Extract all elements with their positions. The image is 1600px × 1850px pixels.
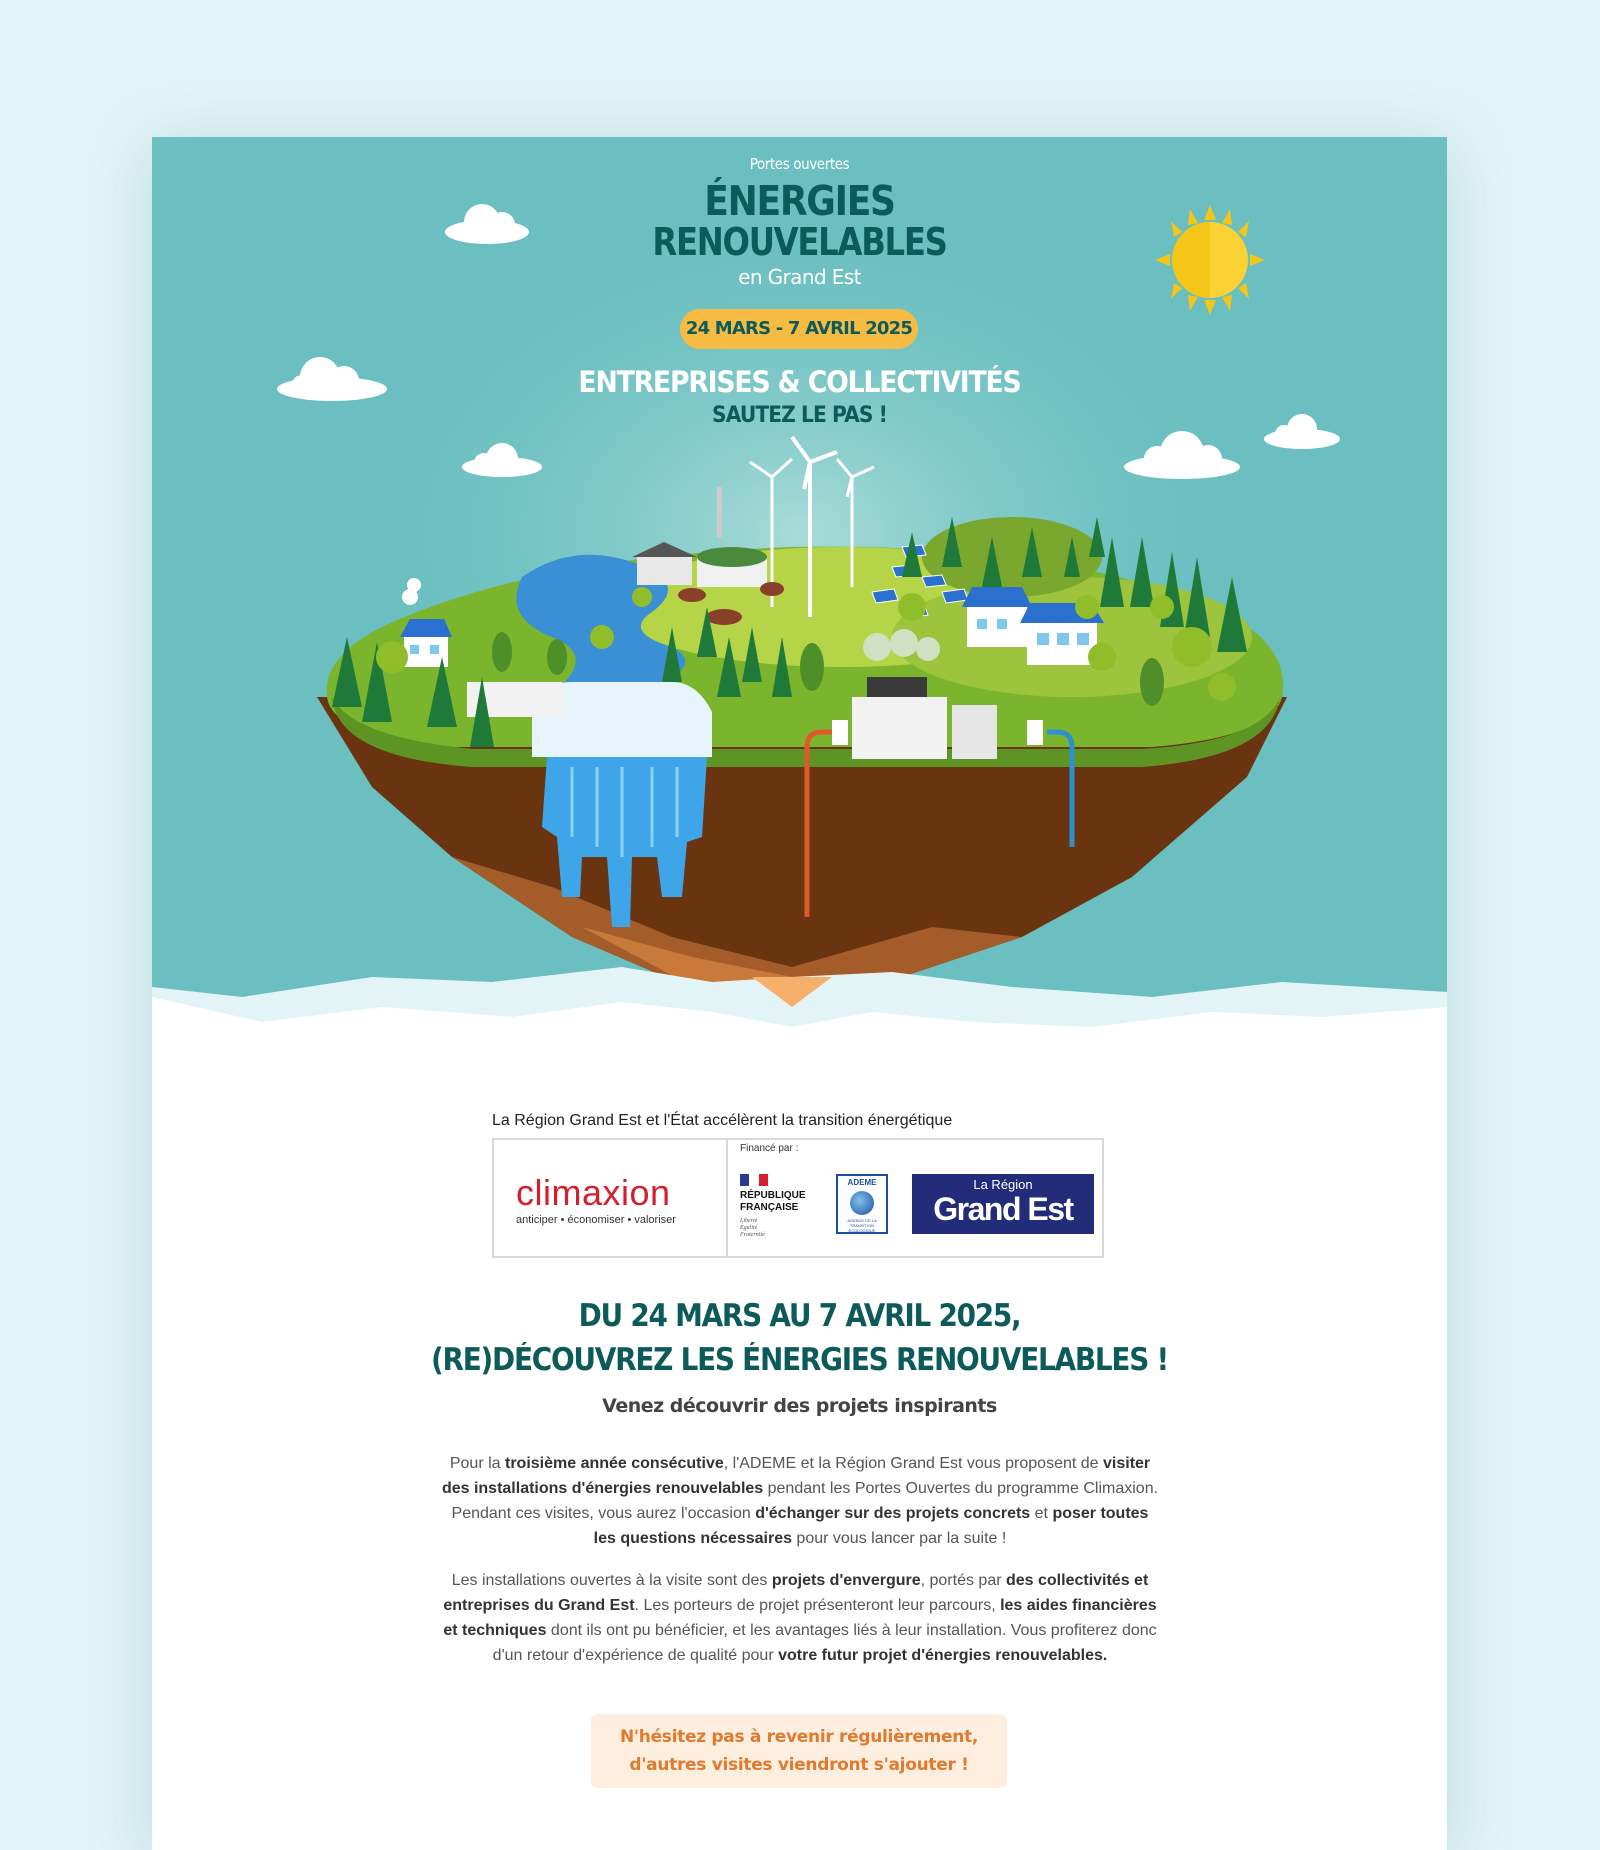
headline-line2: (RE)DÉCOUVREZ LES ÉNERGIES RENOUVELABLES ! <box>431 1342 1168 1378</box>
region-big-label: Grand Est <box>933 1191 1073 1227</box>
ademe-name: ADEME <box>847 1178 877 1187</box>
rf-name: RÉPUBLIQUE FRANÇAISE <box>740 1190 806 1213</box>
hero-title-line1: ÉNERGIES <box>704 177 895 225</box>
date-badge: 24 MARS - 7 AVRIL 2025 <box>680 309 918 349</box>
rf-motto: Liberté Égalité Fraternité <box>740 1218 765 1238</box>
hero-eyebrow: Portes ouvertes <box>749 155 850 173</box>
globe-icon <box>850 1191 874 1215</box>
callout-line1: N'hésitez pas à revenir régulièrement, <box>619 1727 979 1747</box>
headline-line1: DU 24 MARS AU 7 AVRIL 2025, <box>578 1298 1021 1334</box>
region-small-label: La Région <box>973 1177 1033 1192</box>
funded-by-label: Financé par : <box>740 1143 799 1154</box>
main-headline <box>152 1294 1447 1382</box>
hero-region: en Grand Est <box>738 265 861 289</box>
region-grand-est-logo <box>912 1174 1094 1234</box>
paragraph-intro: Pour la troisième année consécutive, l'ADEME et la Région Grand Est vous proposent de visiter des installations d'énergies renouvelables pendant les Portes Ouvertes du programme Climaxion. Pendant ces visites, vous aurez l'occasion d'échanger sur des projets concrets et poser toutes les questions nécessaires pour vous lancer par la suite ! <box>441 1455 1159 1547</box>
hero-tagline: ENTREPRISES & COLLECTIVITÉS <box>578 365 1021 399</box>
republique-francaise-logo <box>740 1174 820 1239</box>
hero-banner <box>152 137 1447 1067</box>
partners-intro: La Région Grand Est et l'État accélèrent la transition énergétique <box>492 1112 953 1129</box>
callout-box <box>591 1714 1007 1788</box>
partner-logos <box>492 1138 1104 1258</box>
ademe-subtitle: AGENCE DE LA TRANSITION ÉCOLOGIQUE <box>847 1218 877 1233</box>
subheading: Venez découvrir des projets inspirants <box>602 1395 997 1417</box>
climaxion-wordmark: climaxion <box>516 1172 671 1213</box>
hero-call: SAUTEZ LE PAS ! <box>712 403 887 428</box>
paragraph-details: Les installations ouvertes à la visite sont des projets d'envergure, portés par des collectivités et entreprises du Grand Est. Les porteurs de projet présenteront leur parcours, les aides financières et techniques dont ils ont pu bénéficier, et les avantages liés à leur installation. Vous profiterez donc d'un retour d'expérience de qualité pour votre futur projet d'énergies renouvelables. <box>443 1572 1157 1664</box>
climaxion-logo <box>494 1140 728 1256</box>
hero-title-line2: RENOUVELABLES <box>652 220 947 264</box>
callout-line2: d'autres visites viendront s'ajouter ! <box>629 1755 969 1775</box>
ademe-logo <box>836 1174 888 1234</box>
house-icon <box>962 587 1032 647</box>
climaxion-tagline: anticiper • économiser • valoriser <box>516 1214 676 1226</box>
french-flag-icon <box>740 1174 768 1186</box>
newsletter-card <box>152 137 1447 1850</box>
